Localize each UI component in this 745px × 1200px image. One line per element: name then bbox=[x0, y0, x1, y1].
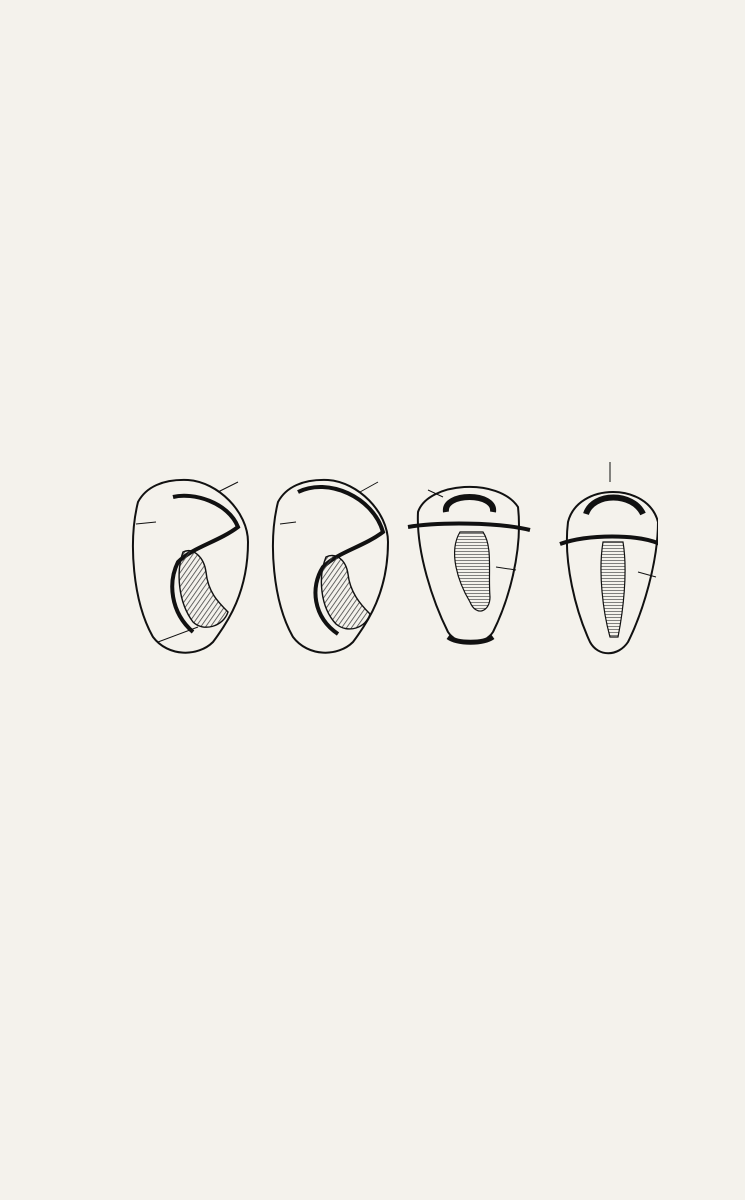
figure-115 bbox=[98, 452, 658, 674]
larvae-illustration bbox=[98, 452, 658, 674]
panel-d-drawing bbox=[560, 462, 658, 653]
book-page bbox=[58, 0, 694, 1200]
panel-c-drawing bbox=[408, 487, 530, 643]
page-header bbox=[58, 70, 694, 100]
panel-b-drawing bbox=[273, 480, 388, 653]
panel-a-drawing bbox=[133, 480, 248, 653]
